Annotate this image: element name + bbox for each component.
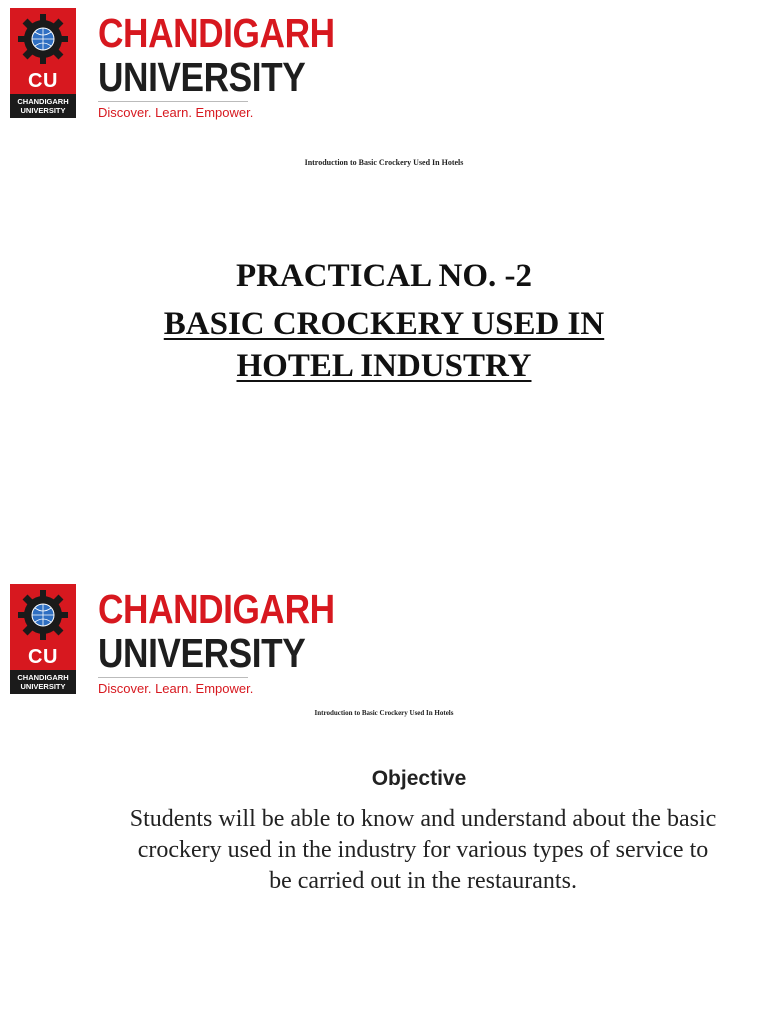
slide-subtitle: Introduction to Basic Crockery Used In Hotels — [314, 709, 454, 717]
tagline: Discover. Learn. Empower. — [98, 105, 254, 120]
slide-title — [0, 303, 768, 387]
cu-emblem — [10, 8, 76, 118]
emblem-name — [10, 94, 76, 118]
slide-subtitle: Introduction to Basic Crockery Used In Hotels — [304, 158, 464, 167]
emblem-name-line2: UNIVERSITY — [20, 682, 66, 691]
emblem-name-line1: CHANDIGARH — [17, 97, 69, 106]
tagline-divider — [98, 101, 248, 102]
emblem-name-line1: CHANDIGARH — [17, 673, 69, 682]
emblem-letters: CU — [28, 646, 58, 668]
emblem-name-line2: UNIVERSITY — [20, 106, 66, 115]
emblem-letters: CU — [28, 70, 58, 92]
objective-text: Students will be able to know and understand about the basic crockery used in the industry for various types of service to be carried out in the restaurants. — [129, 806, 717, 894]
wordmark-line2: UNIVERSITY — [98, 630, 306, 676]
tagline-divider — [98, 677, 248, 678]
globe-gear-icon — [10, 8, 76, 70]
emblem-name — [10, 670, 76, 694]
wordmark-line1: CHANDIGARH — [98, 586, 335, 632]
globe-gear-icon — [10, 584, 76, 646]
wordmark-line1: CHANDIGARH — [98, 10, 335, 56]
tagline: Discover. Learn. Empower. — [98, 681, 254, 696]
university-logo — [10, 8, 335, 120]
practical-number: PRACTICAL NO. -2 — [235, 258, 533, 294]
objective-heading: Objective — [371, 767, 467, 790]
university-logo — [10, 584, 335, 696]
wordmark-line2: UNIVERSITY — [98, 54, 306, 100]
title-line1: BASIC CROCKERY USED IN — [163, 306, 605, 342]
slide-2 — [0, 580, 768, 1024]
cu-emblem — [10, 584, 76, 694]
title-line2: HOTEL INDUSTRY — [236, 348, 532, 384]
